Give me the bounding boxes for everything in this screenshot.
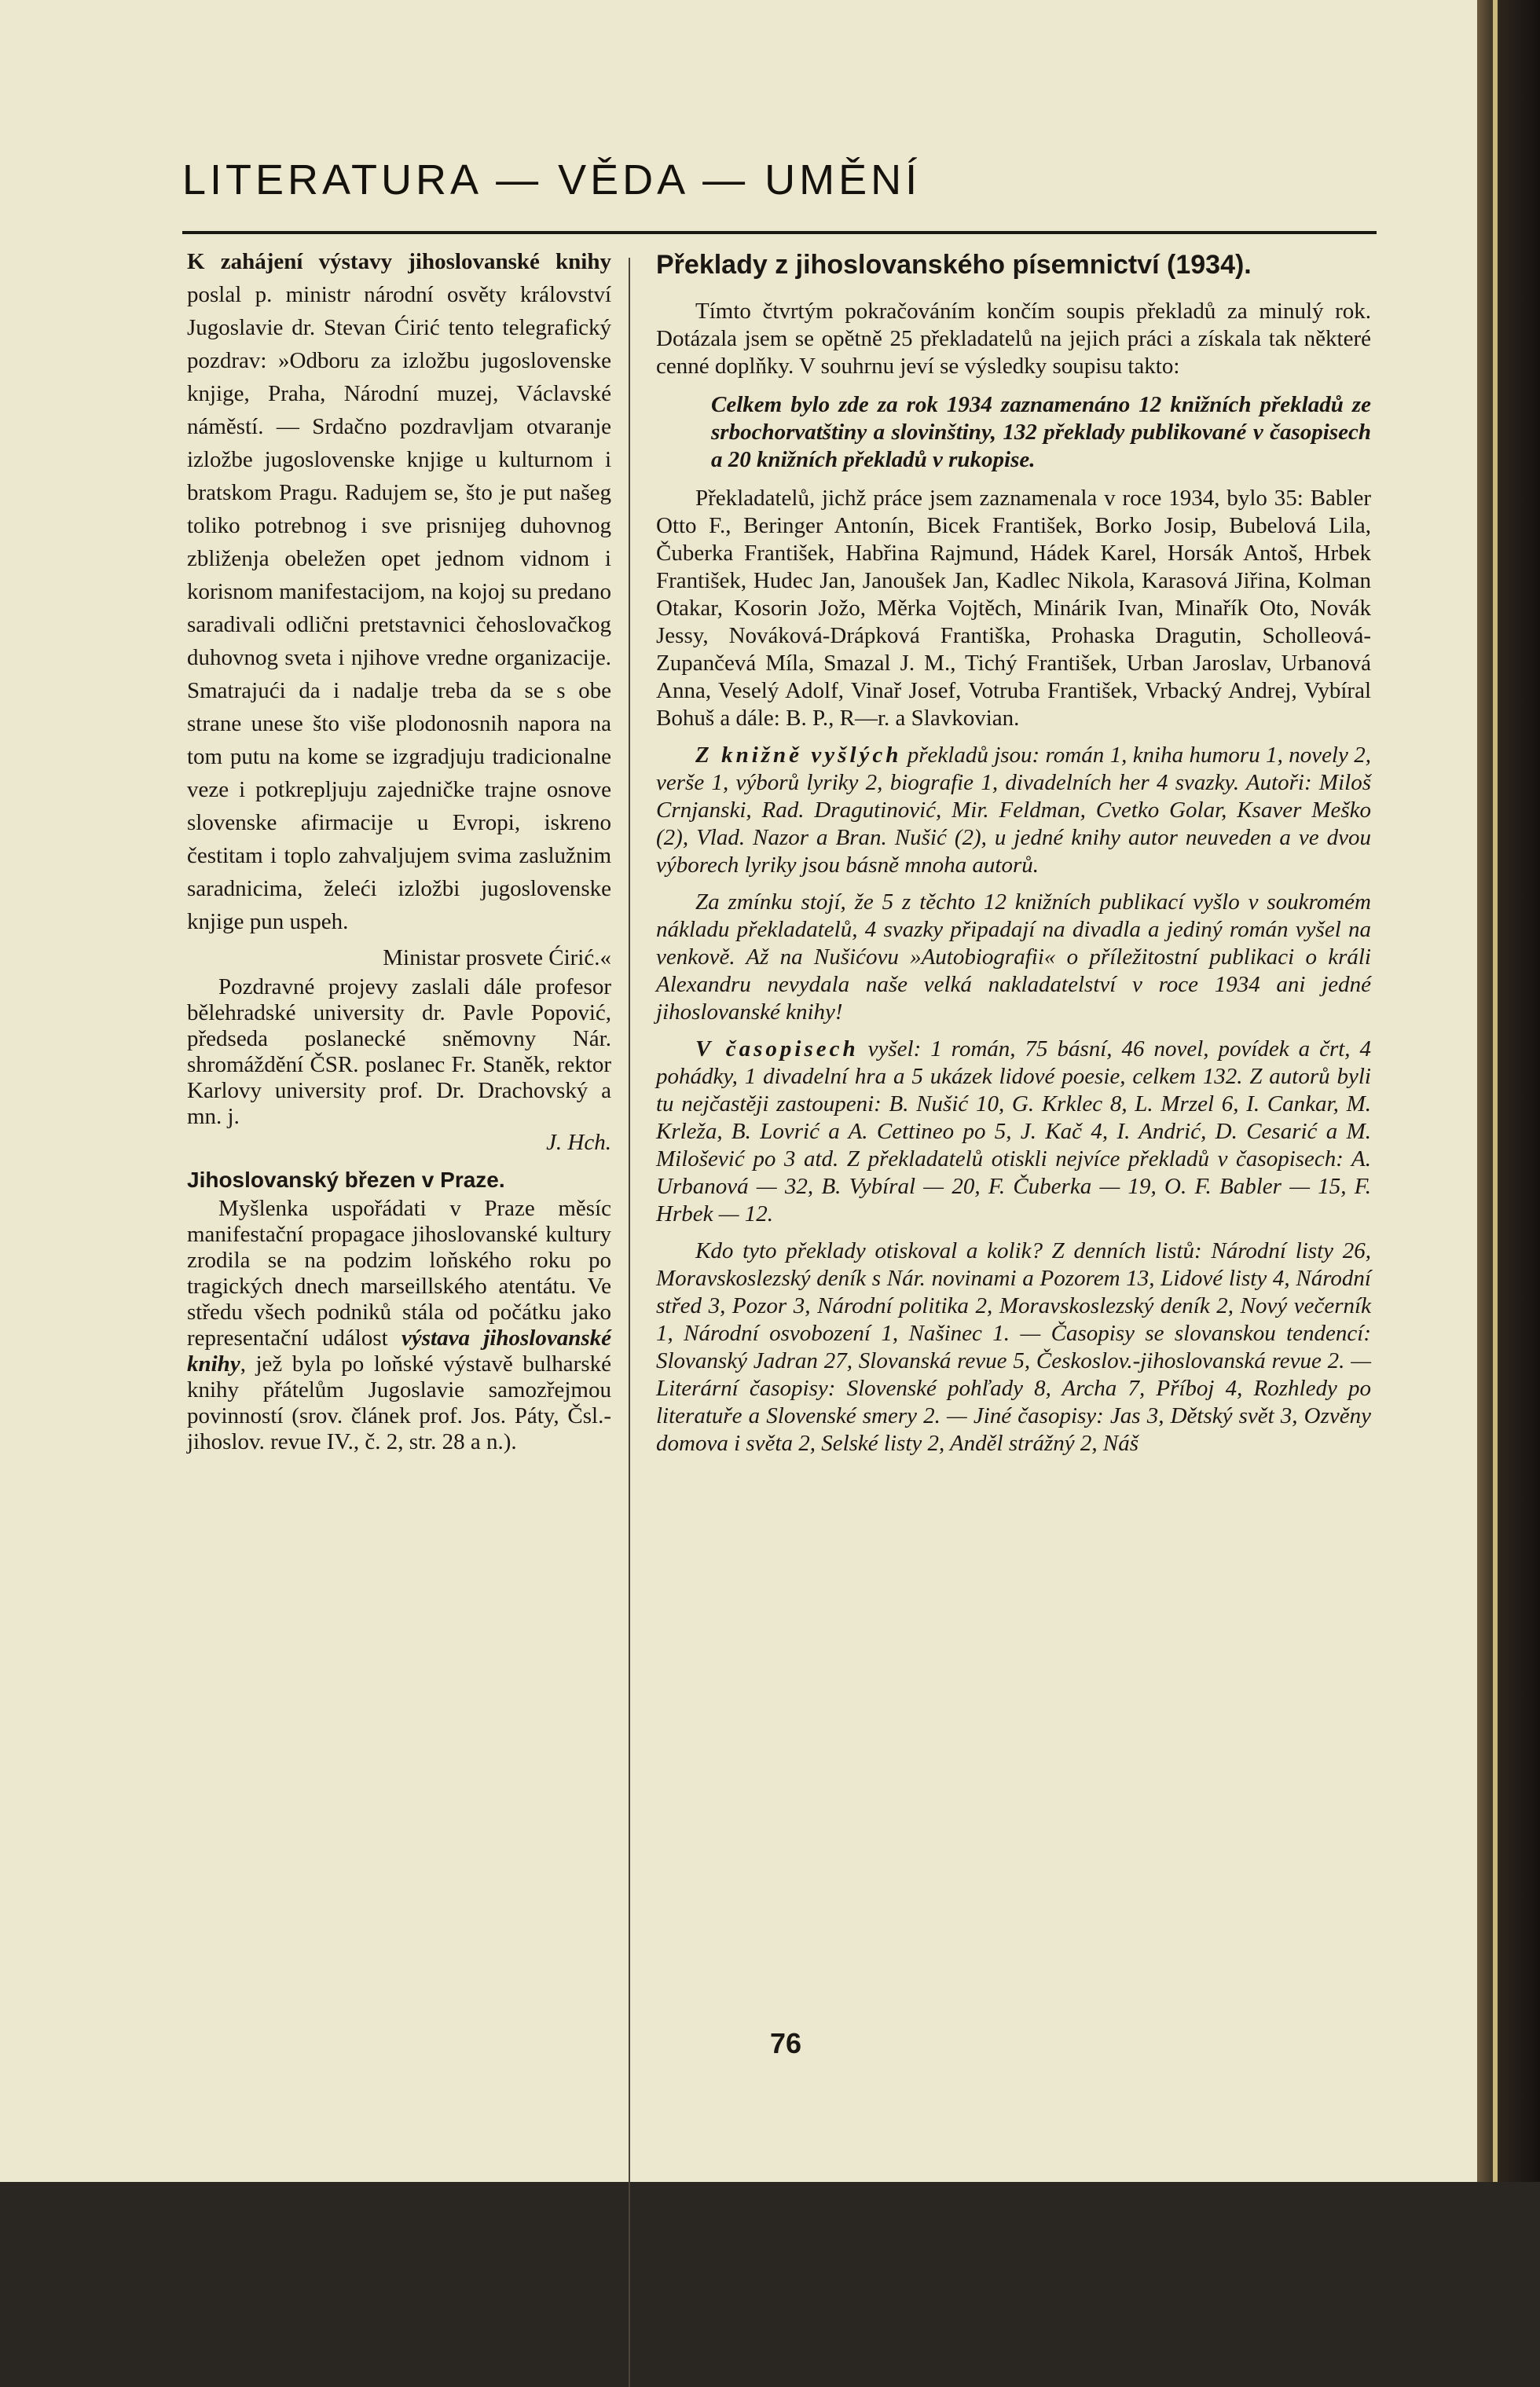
march-emphasis: výstava jihoslovanské knihy (187, 1326, 612, 1377)
article-title: Překlady z jihoslovanského písemnictví (1934). (656, 250, 1252, 280)
summary-paragraph: Celkem bylo zde za rok 1934 zaznamenáno 12 knižních překladů ze srbochorvatštiny a slovinštiny, 132 překlady publikované v časopisech a 20 knižních překladů v rukopise. (711, 392, 1371, 472)
author-initials: J. Hch. (546, 1130, 611, 1155)
column-divider (629, 258, 630, 2387)
exhibition-paragraph (187, 245, 611, 938)
exhibition-lead: K zahájení výstavy jihoslovanské knihy (187, 249, 611, 274)
intro-paragraph: Tímto čtvrtým pokračováním končím soupis překladů za minulý rok. Dotázala jsem se opětně 25 překladatelů na jejich práci a získala tak některé cenné doplňky. V souhrnu jeví se výsledky soupisu takto: (656, 299, 1371, 379)
left-column (187, 245, 611, 1455)
march-text-pre: Myšlenka uspořádati v Praze měsíc manifestační propagace jihoslovanské kultury zrodila se na podzim loňského roku po tragických dnech marseillského atentátu. Ve středu všech podniků stála od počátku jako representační událost (187, 1196, 611, 1351)
exhibition-text: poslal p. ministr národní osvěty království Jugoslavie dr. Stevan Ćirić tento telegrafický pozdrav: »Odboru za izložbu jugoslovenske knjige, Praha, Národní muzej, Václavské náměstí. — Srdačno pozdravljam otvaranje izložbe jugoslovenske knjige u kulturnom i bratskom Pragu. Radujem se, što je put našeg toliko potrebnog i sve prisnijeg duhovnog zbliženja obeležen opet jednom vidnom i korisnom manifestacijom, na kojoj su predano saradivali odlični pretstavnici čehoslovačkog duhovnog sveta i njihove vredne organizacije. Smatrajući da i nadalje treba da se s obe strane unese što više plodonosnih napora na tom putu na kome se izgradjuju tradicionalne veze i potkrepljuju zajedničke trajne osnove slovenske afirmacije u Evropi, iskreno čestitam i toplo zahvaljujem svima zaslužnim saradnicima, želeći izložbi jugoslovenske knjige pun uspeh. (187, 282, 611, 934)
page-edge-line (1493, 0, 1498, 2182)
heading-rule (182, 231, 1377, 234)
magazines-paragraph (656, 1036, 1371, 1228)
books-text: překladů jsou: román 1, kniha humoru 1, novely 2, verše 1, výborů lyriky 2, biografie 1, divadelních her 4 svazky. Autoři: Miloš Crnjanski, Rad. Dragutinović, Mir. Feldman, Cvetko Golar, Ksaver Meško (2), Vlad. Nazor a Bran. Nušić (2), u jedné knihy autor neuveden a ve dvou výborech lyriky jsou básně mnoha autorů. (656, 742, 1371, 878)
remark-paragraph: Za zmínku stojí, že 5 z těchto 12 knižních publikací vyšlo v soukromém nákladu překladatelů, 4 svazky připadají na divadla a jediný román vyšel na venkově. Až na Nušićovu »Autobiografii« o příležitostní publikaci o králi Alexandru nevydala naše velká nakladatelství v roce 1934 ani jedné jihoslovanské knihy! (656, 889, 1371, 1025)
publishers-paragraph: Kdo tyto překlady otiskoval a kolik? Z denních listů: Národní listy 26, Moravskoslezský deník s Nár. novinami a Pozorem 13, Lidové listy 4, Národní střed 3, Pozor 3, Národní politika 2, Moravskoslezský deník 2, Nový večerník 1, Národní osvobození 1, Našinec 1. — Časopisy se slovanskou tendencí: Slovanský Jadran 27, Slovanská revue 5, Českoslov.-jihoslovanská revue 2. — Literární časopisy: Slovenské pohľady 8, Archa 7, Příboj 4, Rozhledy po literatuře a Slovenské smery 2. — Jiné časopisy: Jas 3, Dětský svět 3, Ozvěny domova i světa 2, Selské listy 2, Anděl strážný 2, Náš (656, 1238, 1371, 1456)
magazines-spaced: V časopisech (695, 1036, 859, 1062)
books-spaced: Z knižně vyšlých (695, 742, 902, 768)
greetings-paragraph: Pozdravné projevy zaslali dále profesor bělehradské university dr. Pavle Popović, předseda poslanecké sněmovny Nár. shromáždění ČSR. poslanec Fr. Staněk, rektor Karlovy university prof. Dr. Drachovský a mn. j. (187, 974, 611, 1129)
march-subheading: Jihoslovanský březen v Praze. (187, 1168, 505, 1192)
books-paragraph (656, 742, 1371, 879)
greetings-block (187, 974, 611, 1455)
march-paragraph (187, 1196, 611, 1455)
right-column (656, 245, 1371, 1458)
march-text-post: , jež byla po loňské výstavě bulharské knihy přátelům Jugoslavie samozřejmou povinností (srov. článek prof. Jos. Páty, Čsl.-jihoslov. revue IV., č. 2, str. 28 a n.). (187, 1351, 611, 1454)
section-heading: LITERATURA — VĚDA — UMĚNÍ (182, 156, 922, 204)
magazines-text: vyšel: 1 román, 75 básní, 46 novel, povídek a črt, 4 pohádky, 1 divadelní hra a 5 ukázek lidové poesie, celkem 132. Z autorů byli tu nejčastěji zastoupeni: B. Nušić 10, G. Krklec 8, L. Mrzel 6, I. Cankar, M. Krleža, B. Lovrić a A. Cettineo po 5, J. Kač 4, I. Andrić, D. Cesarić a M. Milošević po 3 atd. Z překladatelů otiskli nejvíce překladů v časopisech: A. Urbanová — 32, B. Vybíral — 20, F. Čuberka — 19, O. F. Babler — 15, F. Hrbek — 12. (656, 1036, 1371, 1226)
book-spine-edge (1477, 0, 1540, 2182)
translators-paragraph: Překladatelů, jichž práce jsem zaznamenala v roce 1934, bylo 35: Babler Otto F., Beringer Antonín, Bicek František, Borko Josip, Bubelová Lila, Čuberka František, Habřina Rajmund, Hádek Karel, Horsák Antoš, Hrbek František, Hudec Jan, Janoušek Jan, Kadlec Nikola, Karasová Jiřina, Kolman Otakar, Kosorin Jožo, Měrka Vojtěch, Minárik Ivan, Minařík Oto, Novák Jessy, Nováková-Drápková Františka, Prohaska Dragutin, Scholleová-Zupančevá Míla, Smazal J. M., Tichý František, Urban Jaroslav, Urbanová Anna, Veselý Adolf, Vinař Josef, Votruba František, Vrbacký Andrej, Vybíral Bohuš a dále: B. P., R—r. a Slavkovian. (656, 486, 1371, 731)
page-number: 76 (769, 2027, 802, 2059)
minister-signature: Ministar prosvete Ćirić.« (383, 945, 611, 970)
